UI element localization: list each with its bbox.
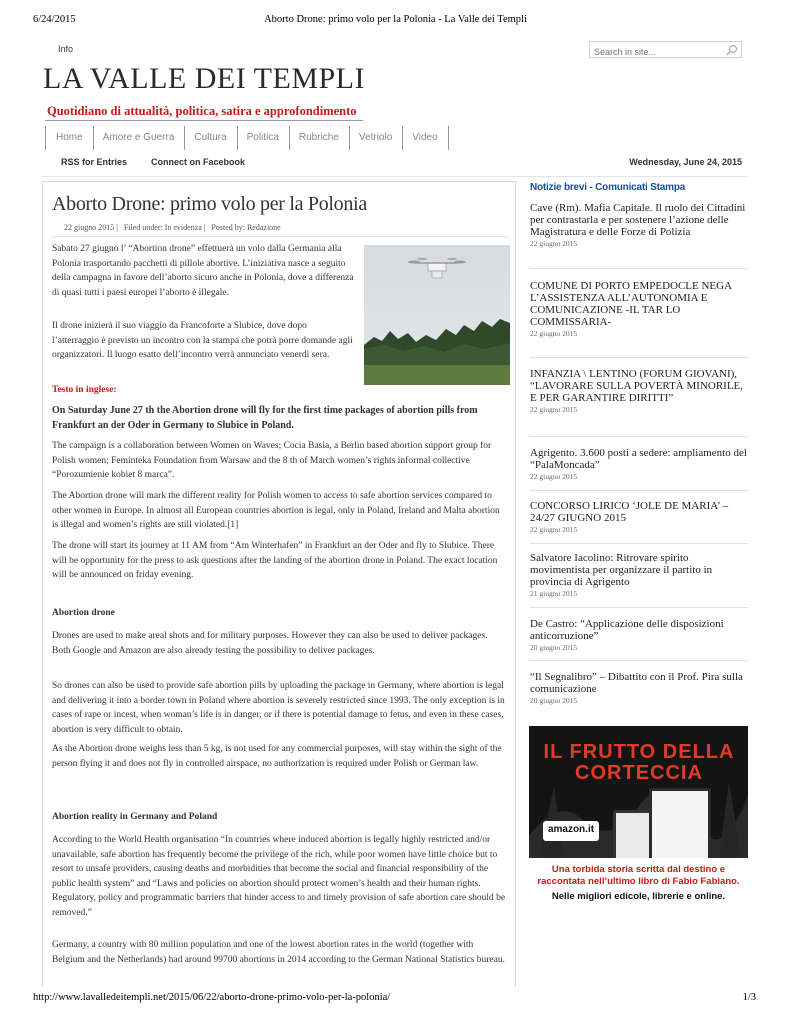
article-date: 22 giugno 2015 | xyxy=(64,223,118,232)
article-paragraph-9: According to the World Health organisation “In countries where induced abortion is legally highly restricted and/or unavailable, safe abortion has frequently become the privilege of the rich, while poor women have little choice but to resort to unsafe providers, causing deaths and morbidities that become the social and financial responsibility of the public health system” and “Laws and policies on abortion should protect women’s health and their human rights. Regulatory, policy and programmatic barriers that hinder access to and timely provision of safe abortion care should be removed.” xyxy=(52,835,506,918)
news-item-title[interactable]: Cave (Rm). Mafia Capitale. Il ruolo dei Cittadini per contrastarla e per sostenere l’azione delle Magistratura e delle Forze di Polizia xyxy=(530,202,746,238)
news-item-title[interactable]: INFANZIA \ LENTINO (FORUM GIOVANI), “LAVORARE SULLA POVERTÀ MINORILE, E PER GARANTIRE DIRITTI” xyxy=(530,368,744,404)
news-item-title[interactable]: CONCORSO LIRICO ‘JOLE DE MARIA’ – 24/27 GIUGNO 2015 xyxy=(530,500,729,524)
article xyxy=(42,181,516,987)
drone-photo-image xyxy=(364,245,510,385)
book-ad-banner[interactable] xyxy=(529,726,748,911)
amazon-logo: amazon.it xyxy=(543,821,599,841)
section-heading-abortion-reality: Abortion reality in Germany and Poland xyxy=(52,812,218,822)
news-item-title[interactable]: Salvatore Iacolino: Ritrovare spirito movimentista per organizzare il partito in provincia di Agrigento xyxy=(530,552,713,588)
ad-caption-line-1: Una torbida storia scritta dal destino e raccontata nell’ultimo libro di Fabio Fabiano. xyxy=(537,864,740,887)
nav-item-amore-e-guerra[interactable]: Amore e Guerra xyxy=(93,126,186,150)
news-item-title[interactable]: COMUNE DI PORTO EMPEDOCLE NEGA L’ASSISTENZA ALL’AUTONOMIA E COMUNICAZIONE -IL TAR LO COMMISSARIA- xyxy=(530,280,732,328)
news-divider xyxy=(530,357,748,358)
news-divider xyxy=(530,436,748,437)
news-divider xyxy=(530,268,748,269)
article-paragraph-3: The campaign is a collaboration between Women on Waves; Cocia Basia, a Berlin based abortion support group for Polish women; Feminteka Foundation from Warsaw and the 8 th of March women’s rights informal collective “Porozumienie kobiet 8 marca”. xyxy=(52,441,492,480)
news-item-title[interactable]: Agrigento. 3.600 posti a sedere: ampliamento del “PalaMoncada” xyxy=(530,447,747,471)
news-item[interactable] xyxy=(530,618,748,652)
facebook-link[interactable]: Connect on Facebook xyxy=(151,157,246,167)
article-paragraph-5: The drone will start its journey at 11 AM from “Am Winterhafen” in Frankfurt an der Oder and fly to Slubice. There will be opportunity for the press to ask questions after the landing of the abortion drone in Poland. The exact location will be announced on friday evening. xyxy=(52,541,498,580)
news-item[interactable] xyxy=(530,500,748,534)
news-item-date: 22 giugno 2015 xyxy=(530,405,578,414)
print-header xyxy=(0,14,791,30)
nav-item-cultura[interactable]: Cultura xyxy=(184,126,237,150)
sidebar-heading[interactable]: Notizie brevi - Comunicati Stampa xyxy=(530,182,686,193)
news-divider xyxy=(530,543,748,544)
news-item-date: 22 giugno 2015 xyxy=(530,472,578,481)
nav-item-politica[interactable]: Politica xyxy=(237,126,290,150)
site-tagline: Quotidiano di attualità, politica, satira e approfondimento xyxy=(47,104,357,118)
search-box[interactable] xyxy=(589,41,742,58)
article-paragraph-1: Sabato 27 giugno l’ “Abortion drone” effettuerà un volo dalla Germania alla Polonia trasportando pacchetti di pillole abortive. L’iniziativa nasce a seguito della campagna in favore dell’aborto sicuro anche in Polonia, dove a differenza di quasi tutti i paesi europei l’aborto è illegale. xyxy=(52,244,354,298)
news-item-date: 22 giugno 2015 xyxy=(530,239,578,248)
news-item-date: 22 giugno 2015 xyxy=(530,329,578,338)
ad-caption-line-2: Nelle migliori edicole, librerie e online. xyxy=(551,891,726,902)
news-item-date: 20 giugno 2015 xyxy=(530,696,578,705)
article-author: Posted by: Redazione xyxy=(211,223,281,232)
nav-item-home[interactable]: Home xyxy=(45,126,94,150)
article-category[interactable]: Filed under: In evidenza | xyxy=(123,223,206,232)
drone-photo xyxy=(364,245,510,385)
site-logo[interactable]: LA VALLE DEI TEMPLI xyxy=(43,62,365,95)
ad-book-title: IL FRUTTO DELLA CORTECCIA xyxy=(543,741,735,784)
nav-item-rubriche[interactable]: Rubriche xyxy=(289,126,350,150)
article-paragraph-2: Il drone inizierà il suo viaggio da Francoforte a Slubice, dove dopo l’atterraggio è previsto un incontro con la stampa che potrà porre domande agli organizzatori. Il luogo esatto dell’incontro verrà annunciato venerdì sera. xyxy=(52,321,353,360)
news-item[interactable] xyxy=(530,552,748,598)
section-heading-abortion-drone: Abortion drone xyxy=(52,608,115,618)
nav-item-video[interactable]: Video xyxy=(402,126,448,150)
rss-link[interactable]: RSS for Entries xyxy=(61,157,128,167)
book-cover-graphic xyxy=(649,788,711,866)
news-item-date: 20 giugno 2015 xyxy=(530,643,578,652)
news-item-title[interactable]: De Castro: “Applicazione delle disposizioni anticorruzione” xyxy=(530,618,724,642)
article-paragraph-8: As the Abortion drone weighs less than 5 kg, is not used for any commercial purposes, will stay within the sight of the person flying it and does not fly in controlled airspace, no authorization is required under Polish or German law. xyxy=(52,744,502,769)
article-meta xyxy=(64,223,285,232)
news-item[interactable] xyxy=(530,280,748,338)
info-link[interactable]: Info xyxy=(58,44,74,54)
news-item-date: 21 giugno 2015 xyxy=(530,589,578,598)
main-nav xyxy=(45,126,448,150)
news-divider xyxy=(530,660,748,661)
print-page-number: 1/3 xyxy=(742,992,756,1003)
article-title[interactable]: Aborto Drone: primo volo per la Polonia xyxy=(52,193,367,215)
news-item[interactable] xyxy=(530,368,748,414)
article-paragraph-4: The Abortion drone will mark the different reality for Polish women to access to safe abortion services compared to other women in Europe. In almost all European countries abortion is legal, only in Poland, Ireland and Malta abortion is illegal and women’s rights are still violated.[1] xyxy=(52,491,500,530)
news-divider xyxy=(530,607,748,608)
ad-caption xyxy=(529,858,748,911)
header-divider xyxy=(42,176,748,177)
news-item[interactable] xyxy=(530,202,748,248)
article-paragraph-7: So drones can also be used to provide safe abortion pills by uploading the package in Germany, where abortion is legal and delivering it into a border town in Poland where abortion is severely restricted since 1993. The only exception is in cases of rape or incest, when woman’s life is in danger, or if there is potential damage to fetus, and even in these cases, abortion is very difficult to obtain. xyxy=(52,681,505,735)
current-date: Wednesday, June 24, 2015 xyxy=(629,157,742,167)
search-input[interactable] xyxy=(590,45,720,60)
meta-divider xyxy=(52,236,508,237)
english-text-heading: Testo in inglese: xyxy=(52,385,117,395)
news-item-title[interactable]: “Il Segnalibro” – Dibattito con il Prof. Pira sulla comunicazione xyxy=(530,671,743,695)
news-item[interactable] xyxy=(530,671,748,705)
article-lead: On Saturday June 27 th the Abortion drone will fly for the first time packages of abortion pills from Frankfurt an der Oder in Germany to Slubice in Poland. xyxy=(52,405,478,431)
news-item[interactable] xyxy=(530,447,748,481)
print-url: http://www.lavalledeitempli.net/2015/06/22/aborto-drone-primo-volo-per-la-polonia/ xyxy=(33,992,391,1003)
sidebar xyxy=(530,182,750,705)
article-paragraph-10: Germany, a country with 80 million population and one of the lowest abortion rates in the world (together with Belgium and the Netherlands) had around 99700 abortions in 2014 according to the German National Statistics bureau. xyxy=(52,940,505,965)
article-paragraph-6: Drones are used to make areal shots and for military purposes. However they can also be used to deliver packages. Both Google and Amazon are also already testing the possibility to deliver packages. xyxy=(52,631,488,656)
print-date: 6/24/2015 xyxy=(33,14,76,25)
search-icon[interactable] xyxy=(726,44,738,56)
tagline-divider xyxy=(45,120,363,121)
nav-item-vetriolo[interactable]: Vetriolo xyxy=(349,126,403,150)
news-divider xyxy=(530,490,748,491)
news-item-date: 22 giugno 2015 xyxy=(530,525,578,534)
print-title: Aborto Drone: primo volo per la Polonia - La Valle dei Templi xyxy=(264,14,527,25)
